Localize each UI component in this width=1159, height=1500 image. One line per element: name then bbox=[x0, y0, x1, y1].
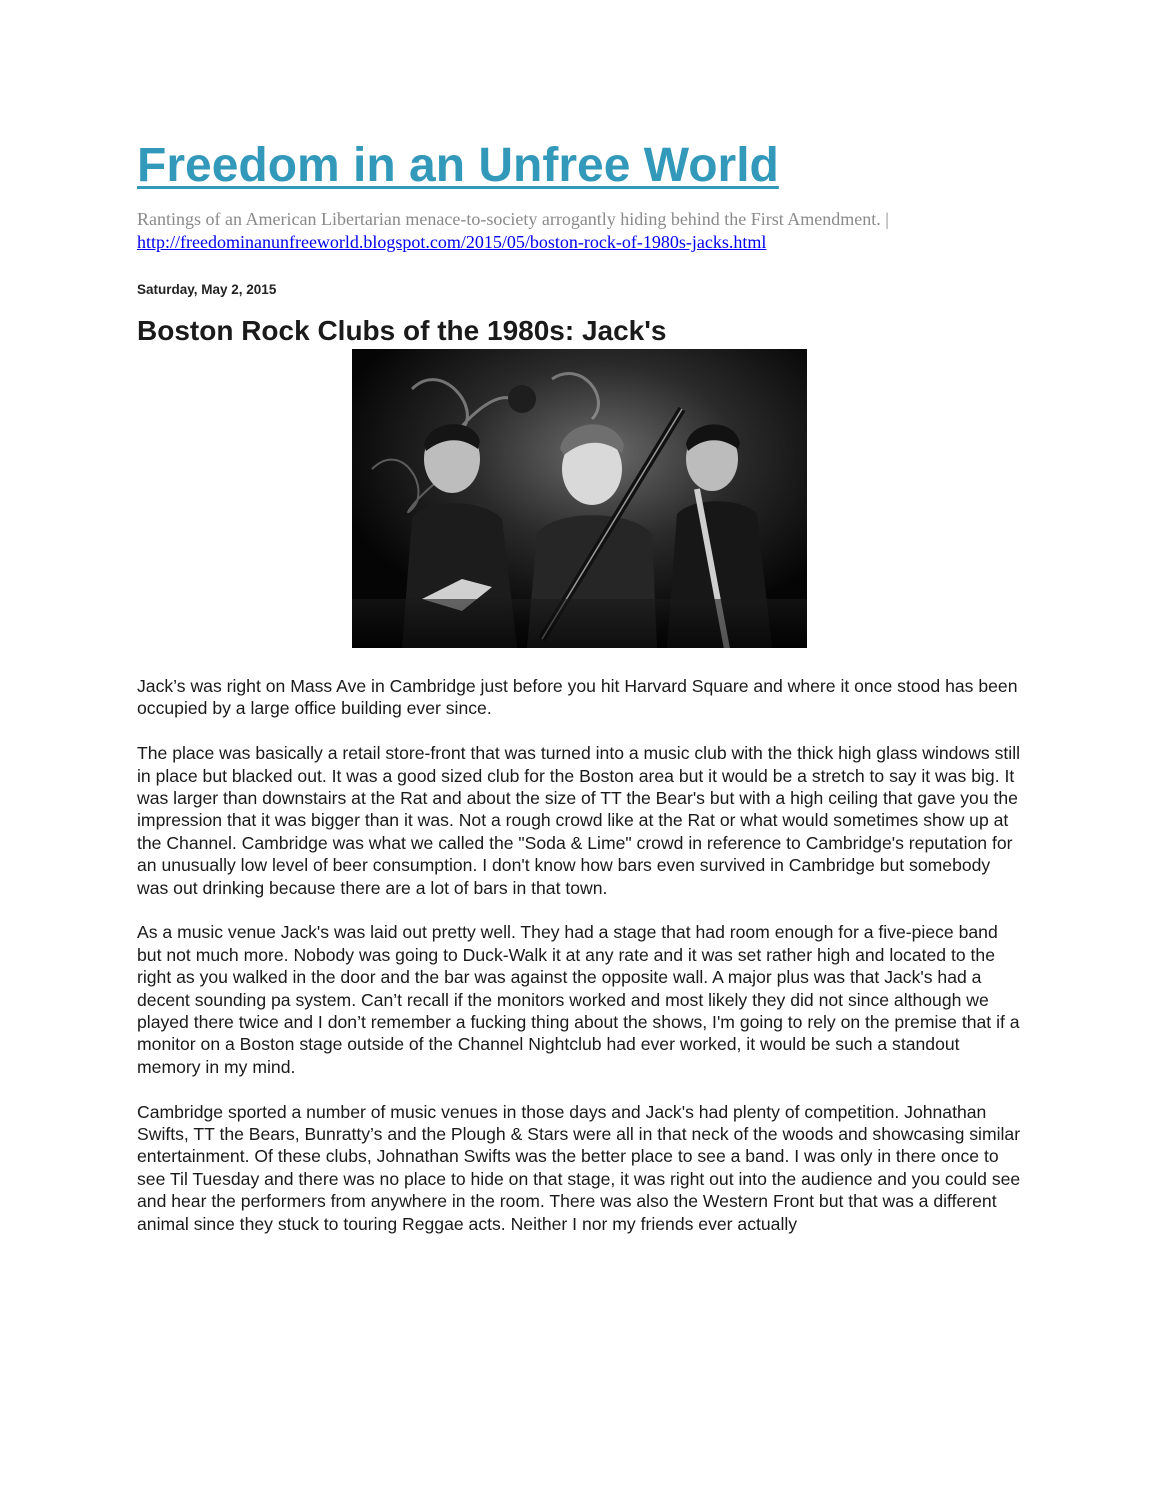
blog-title-link[interactable]: Freedom in an Unfree World bbox=[137, 139, 779, 192]
post-title: Boston Rock Clubs of the 1980s: Jack's bbox=[137, 315, 667, 346]
blog-tagline bbox=[137, 208, 1027, 254]
post-paragraph: As a music venue Jack's was laid out pretty well. They had a stage that had room enough for a five-piece band but not much more. Nobody was going to Duck-Walk it at any rate and it was set rather high and located to the right as you walked in the door and the bar was against the opposite wall. A major plus was that Jack's had a decent sounding pa system. Can’t recall if the monitors worked and most likely they did not since although we played there twice and I don’t remember a fucking thing about the shows, I'm going to rely on the premise that if a monitor on a Boston stage outside of the Channel Nightclub had ever worked, it would be such a standout memory in my mind. bbox=[137, 922, 1020, 1077]
post-paragraph: The place was basically a retail store-front that was turned into a music club with the thick high glass windows still in place but blacked out. It was a good sized club for the Boston area but it would be a stretch to say it was big. It was larger than downstairs at the Rat and about the size of TT the Bear's but with a high ceiling that gave you the impression that it was bigger than it was. Not a rough crowd like at the Rat or what would sometimes show up at the Channel. Cambridge was what we called the "Soda & Lime" crowd in reference to Cambridge's reputation for an unusually low level of beer consumption. I don't know how bars even survived in Cambridge but somebody was out drinking because there are a lot of bars in that town. bbox=[137, 743, 1021, 898]
tagline-text: Rantings of an American Libertarian menace-to-society arrogantly hiding behind the First Amendment. | bbox=[137, 209, 889, 229]
post-body bbox=[137, 675, 1022, 1258]
post-url-link[interactable]: http://freedominanunfreeworld.blogspot.com/2015/05/boston-rock-of-1980s-jacks.html bbox=[137, 232, 767, 252]
post-paragraph: Cambridge sported a number of music venues in those days and Jack's had plenty of competition. Johnathan Swifts, TT the Bears, Bunratty’s and the Plough & Stars were all in that neck of the woods and showcasing similar entertainment. Of these clubs, Johnathan Swifts was the better place to see a band. I was only in there once to see Til Tuesday and there was no place to hide on that stage, it was right out into the audience and you could see and hear the performers from anywhere in the room. There was also the Western Front but that was a different animal since they stuck to touring Reggae acts. Neither I nor my friends ever actually bbox=[137, 1101, 1021, 1234]
post-paragraph: Jack’s was right on Mass Ave in Cambridge just before you hit Harvard Square and where it once stood has been occupied by a large office building ever since. bbox=[137, 676, 1018, 719]
band-photo-icon bbox=[352, 349, 807, 648]
band-photo bbox=[352, 349, 807, 648]
post-date: Saturday, May 2, 2015 bbox=[137, 282, 277, 297]
